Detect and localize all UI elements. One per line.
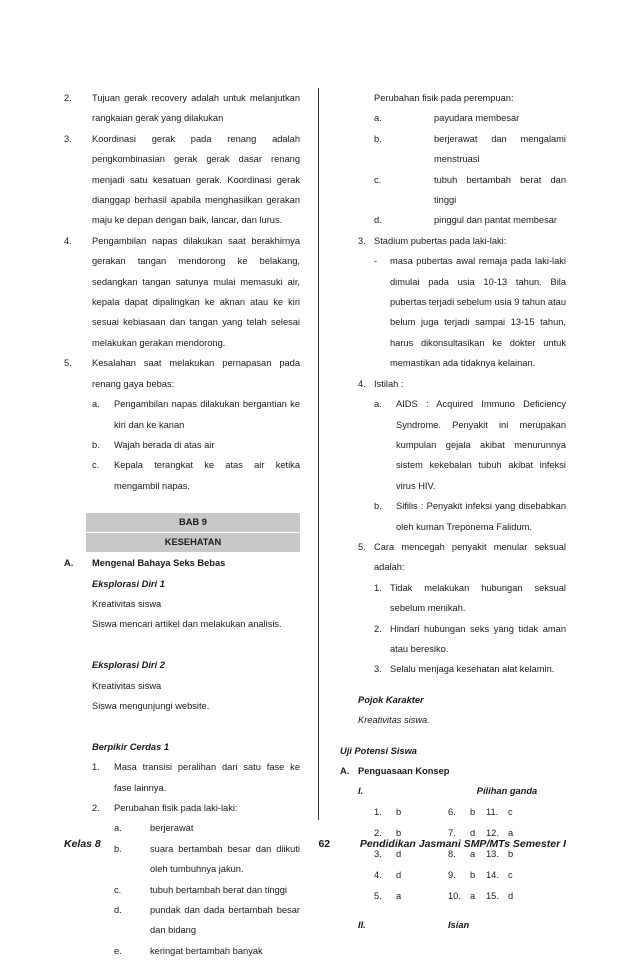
list-item: 3. Stadium pubertas pada laki-laki:: [358, 235, 507, 246]
subsection-heading: I. Pilihan ganda: [358, 786, 538, 797]
sub-list-item: c. Kepala terangkat ke atas air ketika mengambil napas.: [92, 460, 300, 491]
subsection-heading: II. Isian: [358, 919, 470, 930]
list-item: 2. Tujuan gerak recovery adalah untuk melanjutkan rangkaian gerak yang dilakukan: [64, 93, 300, 124]
sub-list-item: c. tubuh bertambah berat dan tinggi: [374, 174, 566, 206]
page-footer: [64, 838, 566, 850]
footer-book-title: Pendidikan Jasmani SMP/MTs Semester I: [359, 838, 566, 850]
left-column: [64, 88, 300, 961]
answer-row: 5. a 10. a 15. d: [374, 890, 514, 901]
list-item: 3. Koordinasi gerak pada renang adalah pengkombinasian gerak gerak dasar renang menjadi satu kesatuan gerak. Koordinasi gerak dianggap berhasil apabila menghasilkan gerakan maju ke depan dengan baik, lancar, dan lurus.: [64, 133, 300, 226]
sub-list-item: 1. Tidak melakukan hubungan seksual sebelum menikah.: [374, 582, 566, 614]
answer-row: 1. b 6. b 11. c: [374, 806, 513, 817]
exercise-heading: Berpikir Cerdas 1: [92, 741, 169, 752]
exploration-heading: Eksplorasi Diri 1: [92, 578, 165, 589]
sub-list-item: b. suara bertambah besar dan diikuti oleh tumbuhnya jakun.: [114, 843, 300, 875]
column-divider: [318, 88, 319, 820]
sub-list-item: a. Pengambilan napas dilakukan bergantian ke kiri dan ke kanan: [92, 399, 300, 430]
numbered-list: 3. Stadium pubertas pada laki-laki: - masa pubertas awal remaja pada laki-laki dimulai pada usia 10-13 tahun. Bila pubertas terjadi sebelum usia 9 tahun atau belum juga terjadi sampai 13-15 tahun, harus dikonsultasikan ke dokter untuk memastikan ada tidaknya kelainan. 4. Istilah : a. AIDS : Acquired Immuno Deficiency Syndrome. Penyakit ini merupakan kumpulan gejala akibat menurunnya sistem kekebalan tubuh akibat infeksi virus HIV. b. Sifilis : Penyakit infeksi yang disebabkan oleh kuman Treponema Falidum. 5. Cara mencegah penyakit menular seksual adalah: 1. Tidak melakukan hubungan seksual sebelum menikah. 2. Hindari hubungan seks yang tidak aman atau beresiko. 3. Selalu menjaga kesehatan alat kelamin. Pojok Karakter Kreativitas siswa.: [340, 231, 566, 731]
evaluation-heading: Uji Potensi Siswa: [340, 745, 417, 756]
right-column: [340, 88, 566, 935]
sub-list-item: 2. Hindari hubungan seks yang tidak aman atau beresiko.: [374, 623, 566, 654]
section-heading: A. Mengenal Bahaya Seks Bebas: [64, 558, 226, 569]
list-item: 4. Istilah :: [358, 378, 404, 389]
answer-row: 4. d 9. b 14. c: [374, 869, 513, 880]
list-item: 5. Cara mencegah penyakit menular seksual adalah:: [358, 541, 566, 573]
list-item: 5. Kesalahan saat melakukan pernapasan pada renang gaya bebas:: [64, 358, 300, 389]
list-continuation: Perubahan fisik pada perempuan: a. payudara membesar b. berjerawat dan mengalami menstruasi c. tubuh bertambah berat dan tinggi d. pinggul dan pantat membesar: [340, 88, 566, 231]
sub-list: [64, 394, 300, 496]
sub-list-item: b. Wajah berada di atas air: [92, 439, 215, 450]
sub-list-item: b. Sifilis : Penyakit infeksi yang disebabkan oleh kuman Treponema Falidum.: [374, 501, 566, 532]
sub-list-item: - masa pubertas awal remaja pada laki-laki dimulai pada usia 10-13 tahun. Bila pubertas terjadi sebelum usia 9 tahun atau belum juga terjadi sampai 13-15 tahun, harus dikonsultasikan ke dokter untuk memastikan ada tidaknya kelainan.: [374, 256, 566, 369]
character-heading: Pojok Karakter: [358, 694, 424, 705]
page-number: 62: [318, 838, 331, 850]
sub-list-item: a. payudara membesar: [374, 113, 520, 124]
sub-list-item: 3. Selalu menjaga kesehatan alat kelamin.: [374, 664, 555, 675]
chapter-title: KESEHATAN: [86, 532, 300, 552]
sub-list-item: b. berjerawat dan mengalami menstruasi: [374, 133, 566, 165]
sub-list-item: a. AIDS : Acquired Immuno Deficiency Syndrome. Penyakit ini merupakan kumpulan gejala akibat menurunnya sistem kekebalan tubuh akibat infeksi virus HIV.: [374, 399, 566, 491]
list-item: 1. Masa transisi peralihan dari satu fase ke fase lainnya.: [92, 762, 300, 793]
sub-list-item: d. pundak dan dada bertambah besar dan bidang: [114, 905, 300, 936]
sub-list-item: a. berjerawat: [114, 823, 194, 834]
list-item: 4. Pengambilan napas dilakukan saat berakhirnya gerakan tangan mendorong ke belakang, sedangkan tangan satunya mulai memasuki air, kepala dapat dipalingkan ke aknan atau ke kiri sesuai kebiasaan dan tangan yang telah selesai melakukan gerakan mendorong.: [64, 235, 300, 348]
list-item: 2. Perubahan fisik pada laki-laki:: [92, 802, 238, 813]
footer-class: Kelas 8: [64, 838, 101, 850]
sub-list-item: c. tubuh bertambah berat dan tinggi: [114, 884, 287, 895]
section-body: Eksplorasi Diri 1 Kreativitas siswa Siswa mencari artikel dan melakukan analisis. Eksplorasi Diri 2 Kreativitas siswa Siswa mengunjungi website. Berpikir Cerdas 1 1. Masa transisi peralihan dari satu fase ke fase lainnya. 2. Perubahan fisik pada laki-laki: a. berjerawat b. suara bertambah besar dan diikuti oleh tumbuhnya jakun. c. tubuh bertambah berat dan tinggi d. pundak dan dada bertambah besar dan bidang e. keringat bertambah banyak: [64, 574, 300, 961]
answer-key: [340, 802, 566, 907]
section-heading: A. Penguasaan Konsep: [340, 766, 450, 776]
exploration-heading: Eksplorasi Diri 2: [92, 660, 165, 671]
sub-list-item: d. pinggul dan pantat membesar: [374, 215, 558, 226]
answer-row: 2. b 7. d 12. a: [374, 827, 514, 838]
sub-list-item: e. keringat bertambah banyak: [114, 945, 263, 956]
chapter-number: BAB 9: [86, 513, 300, 532]
answer-row: 3. d 8. a 13. b: [374, 848, 514, 859]
